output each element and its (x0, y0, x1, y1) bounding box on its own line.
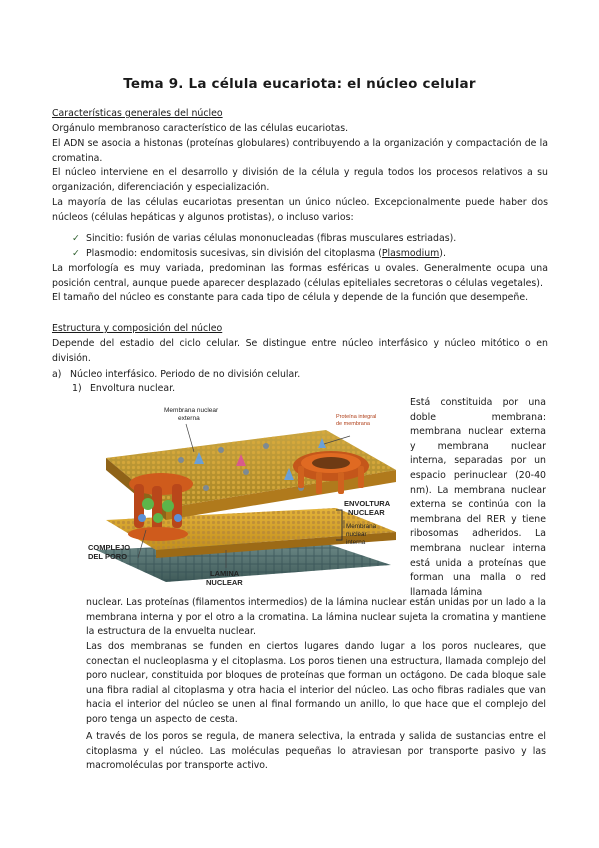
section-heading-structure: Estructura y composición del núcleo (52, 323, 223, 334)
label-internal-membrane: Membrana nuclear interna (346, 523, 377, 546)
list-item: ✓ Plasmodio: endomitosis sucesivas, sin división del citoplasma (Plasmodium). (72, 247, 446, 262)
paragraph: La mayoría de las células eucariotas presentan un único núcleo. Excepcionalmente puede haber dos núcleos (células hepáticas y algunos protistas), o incluso varios: (52, 197, 548, 223)
section-heading-characteristics: Características generales del núcleo (52, 108, 223, 119)
label-integral-protein: Proteína integral de membrana (336, 414, 377, 427)
paragraph: Orgánulo membranoso característico de las células eucariotas. (52, 123, 349, 134)
paragraph: nuclear. Las proteínas (filamentos intermedios) de la lámina nuclear están unidas por un lado a la membrana interna y por el otro a la cromatina. La lámina nuclear sujeta la cromatina y mantiene la estructura de la envuelta nuclear. (86, 597, 546, 638)
page-title: Tema 9. La célula eucariota: el núcleo celular (123, 76, 476, 92)
paragraph: La morfología es muy variada, predominan las formas esféricas u ovales. Generalmente ocupa una posición central, aunque puede aparecer desplazado (células epiteliales secretoras o células vegetales). (52, 263, 548, 289)
underlined-term: Plasmodium (381, 248, 440, 259)
label-nuclear-lamina: LAMINA NUCLEAR (206, 569, 243, 587)
paragraph: El núcleo interviene en el desarrollo y división de la célula y regula todos los procesos relativos a su organización, diferenciación y especialización. (52, 167, 548, 193)
label-external-membrane: Membrana nuclear externa (164, 407, 219, 422)
checkmark-icon: ✓ (72, 248, 80, 259)
paragraph: Las dos membranas se funden en ciertos lugares dando lugar a los poros nucleares, que conectan el nucleoplasma y el citoplasma. Los poros tienen una estructura, llamada complejo del poro nuclear, constituida por bloques de proteínas que forman un octágono. De cada bloque sale una fibra radial al citoplasma y otra hacia el interior del núcleo. Las ocho fibras radiales que van hacia el interior del núcleo se unen al final formando un anillo, lo que hace que el complejo del poro tenga un aspecto de cesta. (86, 641, 546, 725)
paragraph: El tamaño del núcleo es constante para cada tipo de célula y depende de la función que desempeñe. (52, 292, 529, 303)
nuclear-envelope-figure (86, 400, 402, 592)
paragraph-envelope-side: Está constituida por una doble membrana: membrana nuclear externa y membrana nuclear interna, separadas por un espacio perinuclear (20-40 nm). La membrana nuclear externa se continúa con la membrana del RER y tiene ribosomas adheridos. La membrana nuclear interna está unida a proteínas que forman una malla o red llamada lámina (410, 397, 546, 598)
label-nuclear-envelope: ENVOLTURA NUCLEAR (344, 499, 390, 517)
paragraph: Depende del estadio del ciclo celular. Se distingue entre núcleo interfásico y núcleo mitótico o en división. (52, 338, 548, 364)
list-item: a) Núcleo interfásico. Periodo de no división celular. (52, 369, 301, 380)
paragraph: A través de los poros se regula, de manera selectiva, la entrada y salida de sustancias entre el citoplasma y el núcleo. Las moléculas pequeñas lo atraviesan por transporte pasivo y las macromoléculas por transporte activo. (86, 731, 546, 772)
checkmark-icon: ✓ (72, 233, 80, 244)
list-item: 1) Envoltura nuclear. (72, 383, 176, 394)
paragraph: El ADN se asocia a histonas (proteínas globulares) contribuyendo a la organización y compactación de la cromatina. (52, 138, 548, 164)
list-item: ✓ Sincitio: fusión de varias células mononucleadas (fibras musculares estriadas). (72, 232, 456, 247)
label-pore-complex: COMPLEJO DEL PORO (88, 543, 131, 561)
